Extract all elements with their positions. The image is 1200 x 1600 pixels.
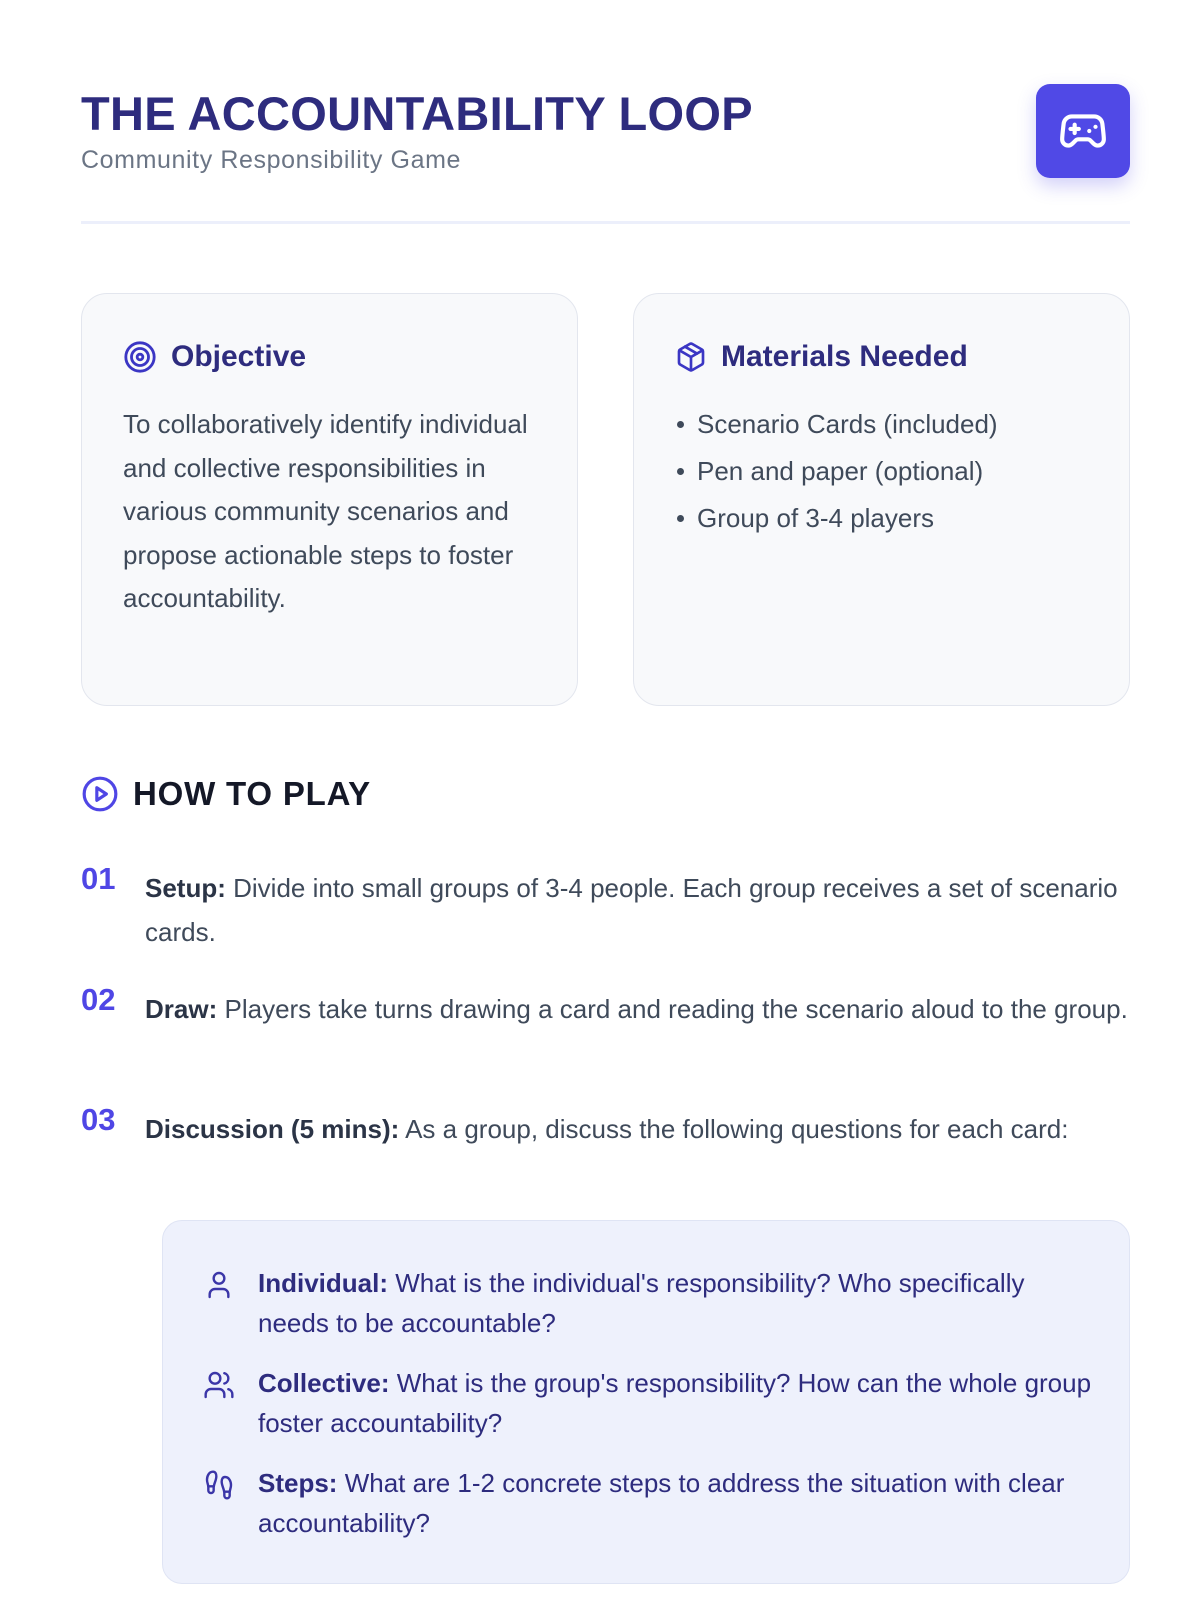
- step-text: Discussion (5 mins): As a group, discuss the following questions for each card:: [145, 1114, 1069, 1144]
- user-icon: [203, 1269, 235, 1301]
- question-text: Collective: What is the group's responsibility? How can the whole group foster accountability?: [258, 1368, 1092, 1438]
- package-icon: [675, 341, 707, 373]
- how-to-play-heading: [81, 775, 371, 813]
- step-number: 02: [81, 982, 116, 1017]
- step-number: 01: [81, 861, 116, 896]
- gamepad-icon: [1058, 106, 1108, 156]
- objective-title: Objective: [171, 340, 307, 373]
- play-circle-icon: [81, 775, 119, 813]
- materials-header: [675, 340, 968, 374]
- how-to-play-title: HOW TO PLAY: [133, 775, 371, 812]
- question-text: Individual: What is the individual's responsibility? Who specifically needs to be accountable?: [258, 1268, 1025, 1338]
- page-subtitle: Community Responsibility Game: [81, 146, 462, 174]
- objective-text: To collaboratively identify individual and collective responsibilities in various community scenarios and propose actionable steps to foster accountability.: [123, 409, 528, 613]
- materials-card: [633, 293, 1130, 706]
- list-item: Scenario Cards (included): [677, 401, 998, 448]
- discussion-questions-box: [162, 1220, 1130, 1584]
- step-text: Draw: Players take turns drawing a card and reading the scenario aloud to the group.: [145, 994, 1128, 1024]
- target-icon: [123, 340, 157, 374]
- page-title: THE ACCOUNTABILITY LOOP: [81, 87, 753, 140]
- materials-title: Materials Needed: [721, 340, 968, 373]
- footprints-icon: [203, 1469, 235, 1501]
- users-icon: [203, 1369, 235, 1401]
- step-number: 03: [81, 1102, 116, 1137]
- materials-list: [677, 401, 998, 542]
- objective-header: [123, 340, 306, 374]
- page-header: [81, 80, 1130, 224]
- step-text: Setup: Divide into small groups of 3-4 people. Each group receives a set of scenario cards.: [145, 873, 1118, 947]
- list-item: Group of 3-4 players: [677, 495, 998, 542]
- list-item: Pen and paper (optional): [677, 448, 998, 495]
- game-badge: [1036, 84, 1130, 178]
- question-text: Steps: What are 1-2 concrete steps to address the situation with clear accountability?: [258, 1468, 1065, 1538]
- objective-card: [81, 293, 578, 706]
